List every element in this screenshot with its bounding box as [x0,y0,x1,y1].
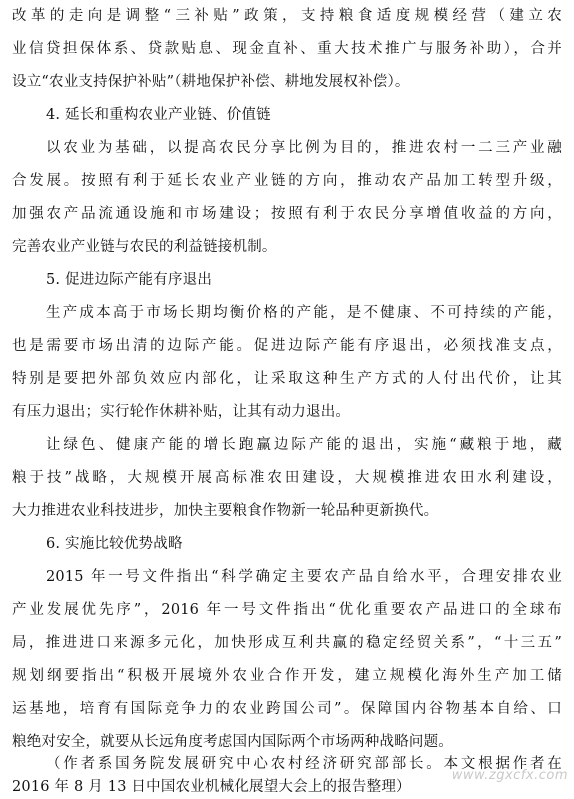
paragraph-line: 改革的走向是调整“三补贴”政策，支持粮食适度规模经营（建立农 [12,8,562,24]
paragraph-line: 业信贷担保体系、贷款贴息、现金直补、重大技术推广与服务补助），合并 [12,41,562,57]
paragraph-line: 特别是要把外部负效应内部化，让采取这种生产方式的人付出代价，让其 [12,371,562,387]
paragraph-line: 产业发展优先序”，2016 年一号文件指出“优化重要农产品进口的全球布 [12,602,562,618]
section-heading: 6. 实施比较优势战略 [46,536,183,552]
author-note-line: （作者系国务院发展研究中心农村经济研究部部长。本文根据作者在 [46,756,562,772]
paragraph-line: 有压力退出；实行轮作休耕补贴，让其有动力退出。 [12,404,351,420]
paragraph-line: 以农业为基础，以提高农民分享比例为目的，推进农村一二三产业融 [46,140,562,156]
paragraph-line: 大力推进农业科技进步，加快主要粮食作物新一轮品种更新换代。 [12,503,439,519]
site-watermark: www.zgxcfx.com [451,768,568,783]
paragraph-line: 局，推进进口来源多元化，加快形成互利共赢的稳定经贸关系”，“十三五” [12,635,562,651]
paragraph-line: 完善农业产业链与农民的利益链接机制。 [12,239,277,255]
section-heading: 4. 延长和重构农业产业链、价值链 [46,107,271,123]
paragraph-line: 生产成本高于市场长期均衡价格的产能，是不健康、不可持续的产能， [46,305,562,321]
paragraph-line: 粮绝对安全，就要从长远角度考虑国内国际两个市场两种战略问题。 [12,734,453,750]
paragraph-line: 合发展。按照有利于延长农业产业链的方向，推动农产品加工转型升级， [12,173,562,189]
paragraph-line: 让绿色、健康产能的增长跑赢边际产能的退出，实施“藏粮于地，藏 [46,437,562,453]
paragraph-line: 2015 年一号文件指出“科学确定主要农产品自给水平，合理安排农业 [46,569,562,585]
author-note-line: 2016 年 8 月 13 日中国农业机械化展望大会上的报告整理） [12,779,411,795]
section-heading: 5. 促进边际产能有序退出 [46,272,213,288]
paragraph-line: 规划纲要指出“积极开展境外农业合作开发，建立规模化海外生产加工储 [12,668,562,684]
paragraph-line: 加强农产品流通设施和市场建设；按照有利于农民分享增值收益的方向， [12,206,562,222]
paragraph-line: 运基地，培育有国际竞争力的农业跨国公司”。保障国内谷物基本自给、口 [12,701,562,717]
paragraph-line: 粮于技”战略，大规模开展高标准农田建设，大规模推进农田水利建设， [12,470,562,486]
paragraph-line: 也是需要市场出清的边际产能。促进边际产能有序退出，必须找准支点， [12,338,562,354]
paragraph-line: 设立“农业支持保护补贴”（耕地保护补偿、耕地发展权补偿）。 [12,74,410,90]
